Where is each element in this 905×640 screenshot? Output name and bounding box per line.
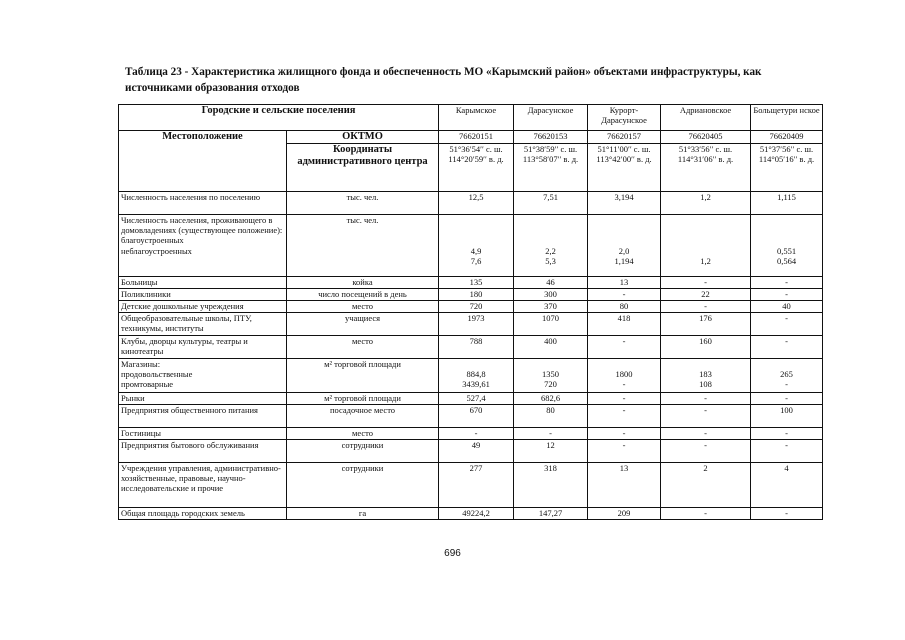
row-value: 2,2 5,3 [514, 215, 588, 277]
row-value: - [661, 393, 751, 405]
header-row-settlements [119, 105, 823, 131]
row-value: 400 [514, 336, 588, 359]
col-name-1: Дарасунское [514, 105, 588, 131]
row-value: - [439, 428, 514, 440]
coords-header: Координаты административного центра [287, 144, 439, 192]
row-value: - [588, 289, 661, 301]
row-value: 884,8 3439,61 [439, 359, 514, 393]
row-value: 160 [661, 336, 751, 359]
table-caption: Таблица 23 - Характеристика жилищного фонда и обеспеченность МО «Карымский район» объектами инфраструктуры, как источниками образования отходов [125, 66, 762, 94]
row-value: 209 [588, 508, 661, 520]
row-value: 40 [751, 301, 823, 313]
row-value: 12 [514, 440, 588, 463]
row-unit: учащиеся [287, 313, 439, 336]
row-value: 4 [751, 463, 823, 508]
row-value: 1350 720 [514, 359, 588, 393]
row-value: 277 [439, 463, 514, 508]
row-name: Рынки [119, 393, 287, 405]
coords-1: 51°38′59′′ с. ш. 113°58′07′′ в. д. [514, 144, 588, 192]
row-value: 22 [661, 289, 751, 301]
row-value: - [661, 277, 751, 289]
row-value: 46 [514, 277, 588, 289]
oktmo-header: ОКТМО [287, 131, 439, 144]
row-value: 49 [439, 440, 514, 463]
table-row [119, 289, 823, 301]
row-value: - [751, 277, 823, 289]
row-unit: сотрудники [287, 463, 439, 508]
row-value: 300 [514, 289, 588, 301]
table-row [119, 336, 823, 359]
table-row [119, 277, 823, 289]
table-row [119, 215, 823, 277]
page-number: 696 [444, 548, 461, 559]
coords-3: 51°33′56′′ с. ш. 114°31′06′′ в. д. [661, 144, 751, 192]
row-value: 100 [751, 405, 823, 428]
row-name: Больницы [119, 277, 287, 289]
row-name: Учреждения управления, административно-хозяйственные, правовые, научно-исследовательские и прочие [119, 463, 287, 508]
row-value: 682,6 [514, 393, 588, 405]
row-value: - [661, 428, 751, 440]
row-name: Поликлиники [119, 289, 287, 301]
row-unit: место [287, 301, 439, 313]
oktmo-0: 76620151 [439, 131, 514, 144]
infrastructure-table [118, 104, 823, 520]
row-value: 135 [439, 277, 514, 289]
table-row [119, 440, 823, 463]
row-value: - [588, 440, 661, 463]
row-value: 80 [514, 405, 588, 428]
row-value: - [661, 405, 751, 428]
row-value: 49224,2 [439, 508, 514, 520]
row-value: 788 [439, 336, 514, 359]
row-unit: посадочное место [287, 405, 439, 428]
row-unit: м² торговой площади [287, 393, 439, 405]
row-value: 183 108 [661, 359, 751, 393]
table-row [119, 192, 823, 215]
row-value: - [751, 428, 823, 440]
row-value: 318 [514, 463, 588, 508]
row-name: Клубы, дворцы культуры, театры и кинотеатры [119, 336, 287, 359]
table-row [119, 301, 823, 313]
row-name: Магазины: продовольственные промтоварные [119, 359, 287, 393]
col-name-0: Карымское [439, 105, 514, 131]
row-name: Гостиницы [119, 428, 287, 440]
row-value: 13 [588, 463, 661, 508]
coords-2: 51°11′00′′ с. ш. 113°42′00′′ в. д. [588, 144, 661, 192]
row-value: 2,0 1,194 [588, 215, 661, 277]
table-row [119, 313, 823, 336]
row-value: 527,4 [439, 393, 514, 405]
oktmo-1: 76620153 [514, 131, 588, 144]
row-unit: койка [287, 277, 439, 289]
row-value: - [751, 508, 823, 520]
row-value: 1070 [514, 313, 588, 336]
row-name: Численность населения по поселению [119, 192, 287, 215]
row-name: Общая площадь городских земель [119, 508, 287, 520]
settlements-header: Городские и сельские поселения [119, 105, 439, 131]
row-value: 80 [588, 301, 661, 313]
row-value: 176 [661, 313, 751, 336]
row-value: 720 [439, 301, 514, 313]
row-value: 13 [588, 277, 661, 289]
row-value: 1973 [439, 313, 514, 336]
row-value: 7,51 [514, 192, 588, 215]
row-value: - [751, 313, 823, 336]
oktmo-3: 76620405 [661, 131, 751, 144]
row-value: 147,27 [514, 508, 588, 520]
row-unit: место [287, 428, 439, 440]
row-name: Детские дошкольные учреждения [119, 301, 287, 313]
row-value: - [661, 508, 751, 520]
row-value: 265 - [751, 359, 823, 393]
row-value: 1,115 [751, 192, 823, 215]
row-value: 12,5 [439, 192, 514, 215]
table-row [119, 463, 823, 508]
row-value: 1800 - [588, 359, 661, 393]
row-name: Численность населения, проживающего в домовладениях (существующее положение): благоустроенных неблагоустроенных [119, 215, 287, 277]
row-value: - [751, 336, 823, 359]
row-value: - [751, 393, 823, 405]
row-value: - [588, 405, 661, 428]
row-value: - [661, 301, 751, 313]
row-unit: число посещений в день [287, 289, 439, 301]
row-unit: место [287, 336, 439, 359]
col-name-3: Адриановское [661, 105, 751, 131]
header-row-oktmo [119, 131, 823, 144]
row-value: 370 [514, 301, 588, 313]
oktmo-2: 76620157 [588, 131, 661, 144]
row-unit: м² торговой площади [287, 359, 439, 393]
col-name-4: Больщетури нское [751, 105, 823, 131]
row-value: - [751, 440, 823, 463]
row-value: 1,2 [661, 192, 751, 215]
row-unit: га [287, 508, 439, 520]
row-value: 0,551 0,564 [751, 215, 823, 277]
row-name: Предприятия общественного питания [119, 405, 287, 428]
coords-0: 51°36′54′′ с. ш. 114°20′59′′ в. д. [439, 144, 514, 192]
table-row [119, 508, 823, 520]
row-value: 670 [439, 405, 514, 428]
row-unit: тыс. чел. [287, 215, 439, 277]
row-name: Общеобразовательные школы, ПТУ, техникумы, институты [119, 313, 287, 336]
row-unit: сотрудники [287, 440, 439, 463]
location-header: Местоположение [119, 131, 287, 192]
row-value: 4,9 7,6 [439, 215, 514, 277]
row-name: Предприятия бытового обслуживания [119, 440, 287, 463]
row-value: 2 [661, 463, 751, 508]
row-unit: тыс. чел. [287, 192, 439, 215]
table-row [119, 359, 823, 393]
table-row [119, 428, 823, 440]
row-value: - [661, 440, 751, 463]
row-value: - [514, 428, 588, 440]
row-value: - [588, 336, 661, 359]
row-value: 1,2 [661, 215, 751, 277]
oktmo-4: 76620409 [751, 131, 823, 144]
table-row [119, 405, 823, 428]
coords-4: 51°37′56′′ с. ш. 114°05′16′′ в. д. [751, 144, 823, 192]
row-value: 3,194 [588, 192, 661, 215]
row-value: - [588, 428, 661, 440]
col-name-2: Курорт-Дарасунское [588, 105, 661, 131]
row-value: - [588, 393, 661, 405]
row-value: 418 [588, 313, 661, 336]
row-value: 180 [439, 289, 514, 301]
row-value: - [751, 289, 823, 301]
table-row [119, 393, 823, 405]
